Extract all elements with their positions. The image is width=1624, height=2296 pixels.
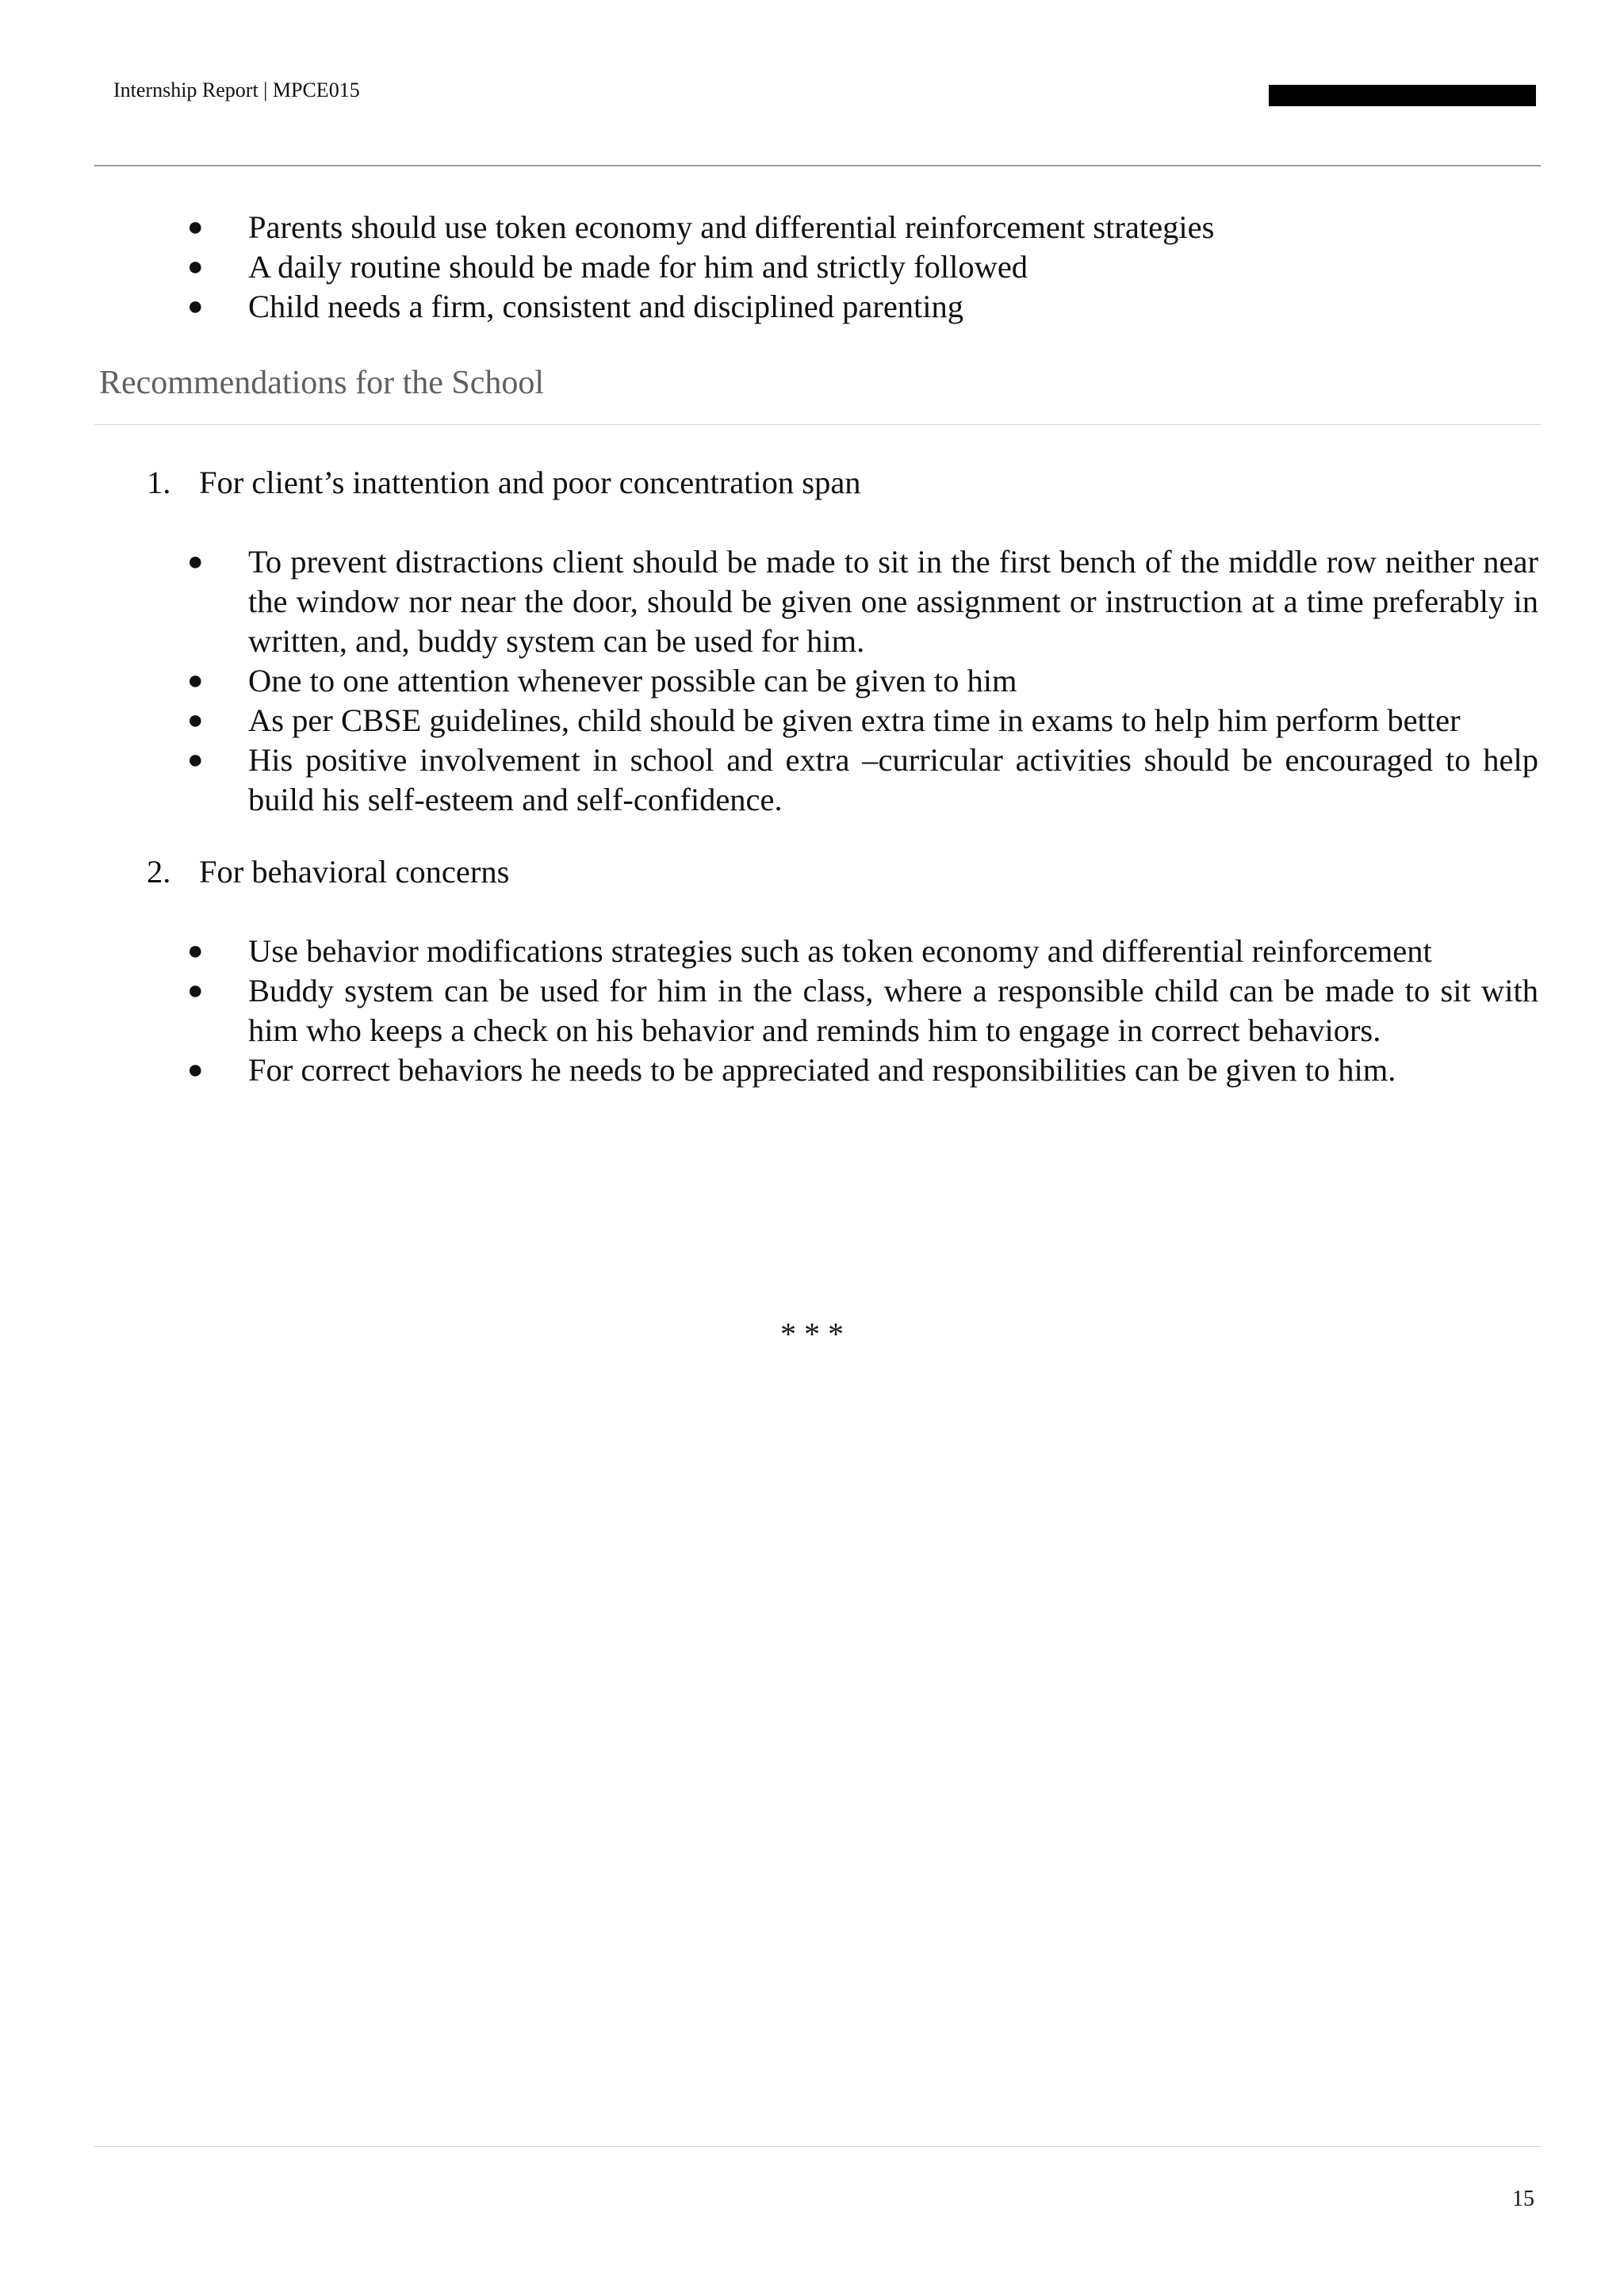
item-title: For behavioral concerns (199, 854, 510, 890)
section-heading: Recommendations for the School (99, 365, 545, 401)
bullet-icon: ● (187, 745, 204, 775)
item-number: 1. (147, 465, 171, 500)
item-number: 2. (147, 854, 171, 890)
header-title: Internship Report | MPCE015 (113, 78, 360, 101)
list-item-text: Use behavior modifications strategies such as token economy and differential reinforcement (248, 933, 1432, 969)
bullet-icon: ● (187, 936, 204, 966)
list-item-text: Parents should use token economy and differential reinforcement strategies (248, 209, 1215, 245)
bullet-icon: ● (187, 976, 204, 1005)
list-item-text: A daily routine should be made for him and strictly followed (248, 249, 1028, 285)
list-item (187, 971, 1538, 1050)
list-item-text: Buddy system can be used for him in the class, where a responsible child can be made to sit with him who keeps a check on his behavior and reminds him to engage in correct behaviors. (248, 973, 1538, 1048)
section-divider (94, 424, 1541, 425)
bullet-icon: ● (187, 252, 204, 281)
behavior-recommendations-list (187, 932, 1538, 1090)
list-item (187, 701, 1538, 740)
bullet-icon: ● (187, 292, 204, 321)
list-item (187, 932, 1538, 971)
list-item-text: To prevent distractions client should be made to sit in the first bench of the middle row neither near the window nor near the door, should be given one assignment or instruction at a time preferably in written, and, buddy system can be used for him. (248, 544, 1538, 659)
page-number: 15 (1512, 2187, 1534, 2211)
numbered-item-attention (147, 463, 861, 503)
header-divider (94, 165, 1541, 166)
list-item (187, 1050, 1538, 1090)
list-item (187, 208, 1538, 247)
list-item (187, 542, 1538, 661)
parents-recommendations-list (187, 208, 1538, 327)
list-item (187, 661, 1538, 701)
list-item-text: For correct behaviors he needs to be appreciated and responsibilities can be given to him. (248, 1052, 1396, 1088)
footer-divider (94, 2146, 1541, 2147)
attention-recommendations-list (187, 542, 1538, 820)
list-item (187, 247, 1538, 287)
bullet-icon: ● (187, 1055, 204, 1085)
bullet-icon: ● (187, 666, 204, 695)
numbered-item-behavior (147, 852, 509, 892)
list-item-text: His positive involvement in school and extra –curricular activities should be encouraged to help build his self-esteem and self-confidence. (248, 742, 1538, 817)
list-item-text: Child needs a firm, consistent and disciplined parenting (248, 289, 964, 324)
list-item-text: One to one attention whenever possible can be given to him (248, 663, 1017, 698)
list-item-text: As per CBSE guidelines, child should be given extra time in exams to help him perform better (248, 702, 1461, 738)
bullet-icon: ● (187, 212, 204, 242)
bullet-icon: ● (187, 706, 204, 735)
section-end-separator: * * * (780, 1316, 844, 1352)
bullet-icon: ● (187, 547, 204, 576)
list-item (187, 287, 1538, 327)
redaction-bar (1269, 85, 1536, 106)
item-title: For client’s inattention and poor concentration span (199, 465, 861, 500)
list-item (187, 740, 1538, 820)
